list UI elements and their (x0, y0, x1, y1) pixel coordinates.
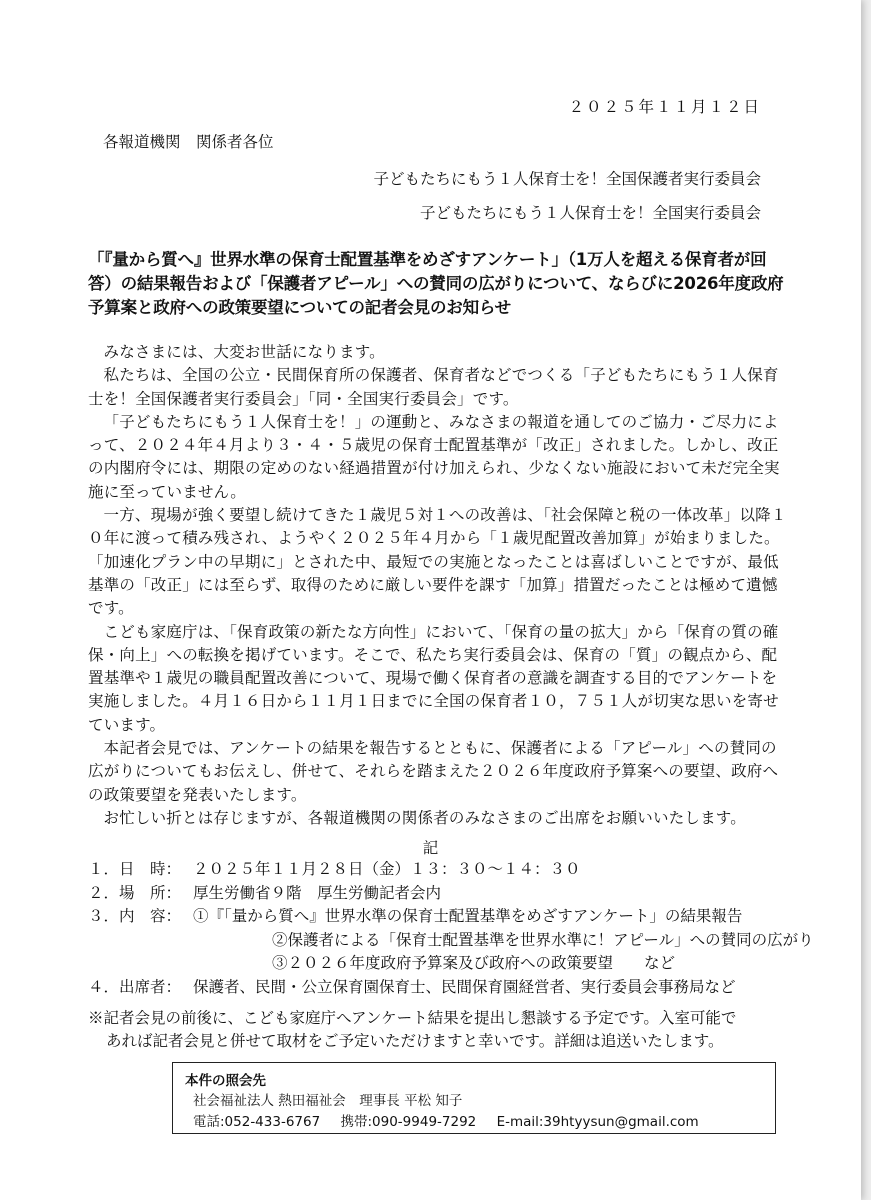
contact-heading: 本件の照会先 (185, 1073, 266, 1089)
note-line-2: あれば記者会見と併せて取材をご予定いただけますと幸いです。詳細は追送いたします。 (106, 1032, 724, 1050)
place-value: 厚生労働省９階 厚生労働記者会内 (193, 883, 442, 902)
attendees-row (88, 976, 814, 1000)
paragraph-survey: こども家庭庁は、「保育政策の新たな方向性」において、「保育の量の拡大」から「保育の質の確保・向上」への転換を掲げています。そこで、私たち実行委員会は、保育の「質」の観点から、配置基準や１歳児の職員配置改善について、現場で働く保育者の意識を調査する目的でアンケートを実施しました。４月１６日から１１月１日までに全国の保育者１０，７５１人が切実な思いを寄せています。 (88, 622, 779, 734)
paragraph-revision: 「子どもたちにもう１人保育士を！」の運動と、みなさまの報道を通してのご協力・ご尽力によって、２０２４年４月より３・４・５歳児の保育士配置基準が「改正」されました。しかし、改正の内閣府令には、期限の定めのない経過措置が付け加えられ、少なくない施設において未だ完全実施に至っていません。 (88, 412, 780, 501)
ki-heading: 記 (422, 839, 439, 857)
body-text (88, 341, 788, 830)
datetime-row (88, 858, 814, 882)
paragraph-one-year-olds: 一方、現場が強く要望し続けてきた１歳児５対１への改善は、「社会保障と税の一体改革」以降１０年に渡って積み残され、ようやく２０２５年４月から「１歳児配置改善加算」が始まりました。「加速化プラン中の早期に」とされた中、最短での実施となったことは喜ばしいことですが、最低基準の「改正」には至らず、取得のために厳しい要件を課す「加算」措置だったことは極めて遺憾です。 (88, 506, 787, 618)
paragraph-intro: 私たちは、全国の公立・民間保育所の保護者、保育者などでつくる「子どもたちにもう１人保育士を！全国保護者実行委員会」「同・全国実行委員会」です。 (88, 366, 779, 408)
attendees-label: ４．出席者： (88, 977, 182, 996)
paragraph-press-conference: 本記者会見では、アンケートの結果を報告するとともに、保護者による「アピール」への賛同の広がりについてもお伝えし、併せて、それらを踏まえた２０２６年度政府予算案への要望、政府への政策要望を発表いたします。 (88, 739, 779, 804)
note-line-1: ※記者会見の前後に、こども家庭庁へアンケート結果を提出し懇談する予定です。入室可能で (88, 1009, 737, 1027)
sender-national-committee: 子どもたちにもう１人保育士を！全国実行委員会 (419, 204, 761, 222)
contact-organization: 社会福祉法人 熱田福祉会 理事長 平松 知子 (193, 1093, 463, 1109)
contact-box (172, 1062, 776, 1134)
note (88, 1007, 778, 1053)
document-title: 「『量から質へ』世界水準の保育士配置基準をめざすアンケート」（1万人を超える保育者が回答）の結果報告および「保護者アピール」への賛同の広がりについて、ならびに2026年度政府予算案と政府への政策要望についての記者会見のお知らせ (88, 250, 784, 317)
contact-details (193, 1110, 715, 1130)
content-label: ３．内 容： (88, 907, 182, 925)
content-item-3: ③２０２６年度政府予算案及び政府への政策要望 など (272, 954, 676, 972)
place-label: ２．場 所： (88, 883, 182, 902)
content-item-1: ①『「量から質へ』世界水準の保育士配置基準をめざすアンケート」の結果報告 (193, 907, 743, 925)
addressee: 各報道機関 関係者各位 (103, 133, 274, 151)
contact-mobile: 携帯:090-9949-7292 (340, 1114, 477, 1130)
attendees-value: 保護者、民間・公立保育園保育士、民間保育園経営者、実行委員会事務局など (193, 977, 736, 996)
content-item-2: ②保護者による「保育士配置基準を世界水準に！アピール」への賛同の広がり (272, 930, 814, 949)
contact-email[interactable]: E-mail:39htyysun@gmail.com (496, 1114, 699, 1130)
contact-phone: 電話:052-433-6767 (193, 1114, 321, 1130)
paragraph-request: お忙しい折とは存じますが、各報道機関の関係者のみなさまのご出席をお願いいたします。 (103, 808, 746, 827)
datetime-label: １．日 時： (88, 860, 182, 878)
sender-parents-committee: 子どもたちにもう１人保育士を！全国保護者実行委員会 (373, 170, 761, 188)
event-details (88, 858, 814, 999)
datetime-value: ２０２５年１１月２８日（金）１３：３０～１４：３０ (193, 860, 581, 878)
place-row (88, 882, 814, 906)
issue-date: ２０２５年１１月１２日 (568, 98, 761, 116)
paragraph-greeting: みなさまには、大変お世話になります。 (103, 343, 385, 361)
content-row (88, 905, 814, 929)
